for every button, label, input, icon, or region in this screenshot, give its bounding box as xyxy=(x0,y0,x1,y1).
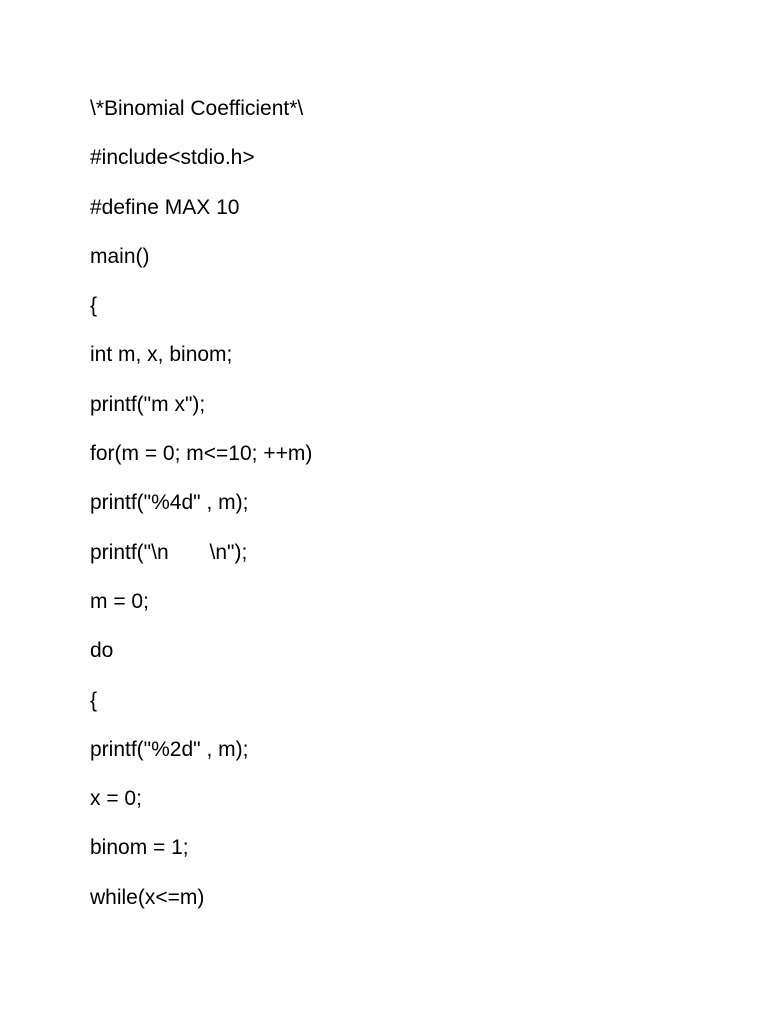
code-line-x-assign: x = 0; xyxy=(90,787,142,811)
code-line-binom-assign: binom = 1; xyxy=(90,836,189,860)
code-line-open-brace-2: { xyxy=(90,688,98,712)
code-line-do: do xyxy=(90,639,114,663)
code-line-while: while(x<=m) xyxy=(90,885,205,909)
code-line-declaration: int m, x, binom; xyxy=(90,343,233,367)
code-line-comment: \*Binomial Coefficient*\ xyxy=(90,97,304,120)
code-line-m-assign: m = 0; xyxy=(90,589,149,613)
code-line-printf-4d: printf("%4d" , m); xyxy=(90,491,249,515)
code-line-printf-newline: printf("\n \n"); xyxy=(90,540,248,564)
code-line-define: #define MAX 10 xyxy=(90,195,240,219)
code-line-include: #include<stdio.h> xyxy=(90,146,255,170)
code-listing xyxy=(90,95,312,933)
code-line-for-loop: for(m = 0; m<=10; ++m) xyxy=(90,442,313,466)
code-line-open-brace: { xyxy=(90,294,98,318)
code-line-main: main() xyxy=(90,244,150,268)
code-line-printf-2d: printf("%2d" , m); xyxy=(90,737,249,761)
code-line-printf-header: printf("m x"); xyxy=(90,392,206,416)
